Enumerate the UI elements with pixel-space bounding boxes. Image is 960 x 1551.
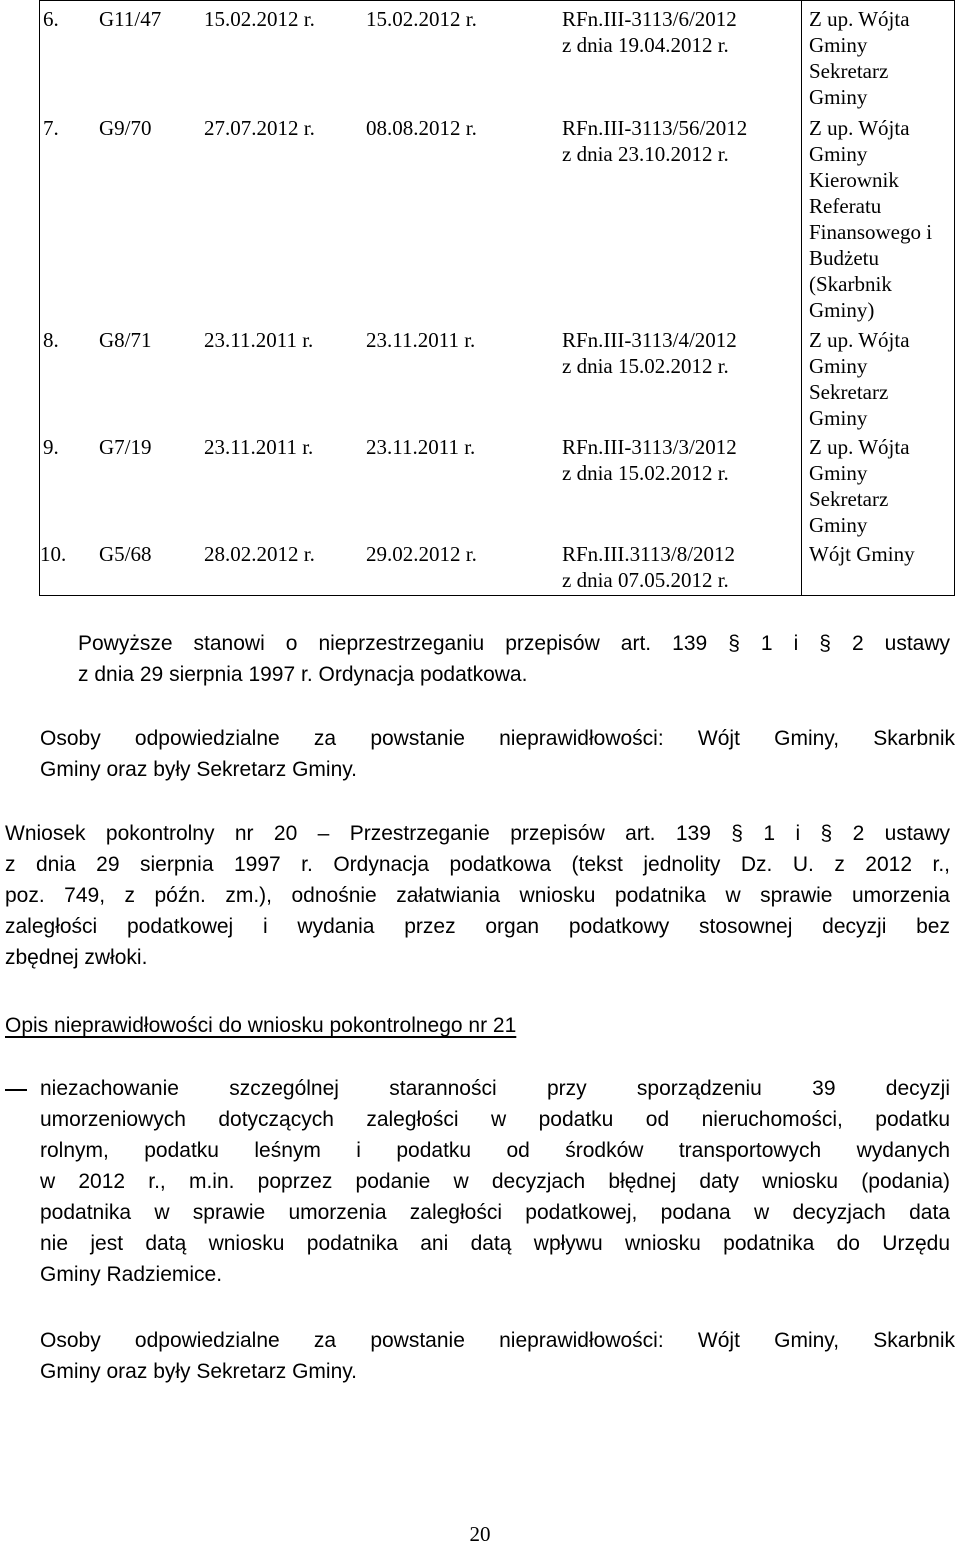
cell-reference: RFn.III-3113/4/2012 z dnia 15.02.2012 r. bbox=[562, 328, 737, 378]
text-line: Osoby odpowiedzialne za powstanie nieprawidłowości: Wójt Gminy, Skarbnik bbox=[40, 1329, 955, 1352]
text-line: Gminy Radziemice. bbox=[40, 1263, 223, 1286]
cell-signatory: Z up. Wójta Gminy Sekretarz Gminy bbox=[809, 328, 910, 430]
cell-date-2: 15.02.2012 r. bbox=[366, 7, 477, 31]
text-line: Wniosek pokontrolny nr 20 – Przestrzeganie przepisów art. 139 § 1 i § 2 ustawy bbox=[5, 822, 950, 845]
cell-reference: RFn.III-3113/56/2012 z dnia 23.10.2012 r. bbox=[562, 116, 748, 166]
cell-signatory: Wójt Gminy bbox=[809, 542, 915, 566]
cell-reference: RFn.III-3113/6/2012 z dnia 19.04.2012 r. bbox=[562, 7, 737, 57]
cell-date-2: 23.11.2011 r. bbox=[366, 435, 476, 459]
text-line: nie jest datą wniosku podatnika ani datą wpływu wniosku podatnika do Urzędu bbox=[40, 1232, 950, 1255]
text-line: z dnia 29 sierpnia 1997 r. Ordynacja podatkowa (tekst jednolity Dz. U. z 2012 r., bbox=[5, 853, 950, 876]
text-line: umorzeniowych dotyczących zaległości w podatku od nieruchomości, podatku bbox=[40, 1108, 950, 1131]
table-column-separator bbox=[801, 1, 802, 595]
cell-number: G7/19 bbox=[99, 435, 152, 459]
text-line: Gminy oraz były Sekretarz Gminy. bbox=[40, 758, 358, 781]
page-number: 20 bbox=[469, 1522, 491, 1546]
section-heading: Opis nieprawidłowości do wniosku pokontrolnego nr 21 bbox=[5, 1014, 517, 1037]
cell-date-2: 23.11.2011 r. bbox=[366, 328, 476, 352]
cell-date-1: 23.11.2011 r. bbox=[204, 328, 314, 352]
paragraph-responsible bbox=[40, 723, 955, 785]
text-line: z dnia 29 sierpnia 1997 r. Ordynacja podatkowa. bbox=[78, 663, 528, 686]
cell-lp: 10. bbox=[40, 542, 67, 566]
cell-number: G8/71 bbox=[99, 328, 152, 352]
bullet-paragraph bbox=[40, 1073, 950, 1290]
text-line: Powyższe stanowi o nieprzestrzeganiu przepisów art. 139 § 1 i § 2 ustawy bbox=[78, 632, 950, 655]
cell-signatory: Z up. Wójta Gminy Kierownik Referatu Finansowego i Budżetu (Skarbnik Gminy) bbox=[809, 116, 933, 322]
cell-reference: RFn.III-3113/3/2012 z dnia 15.02.2012 r. bbox=[562, 435, 737, 485]
paragraph-responsible-2 bbox=[40, 1325, 955, 1387]
paragraph-recommendation-20 bbox=[5, 818, 950, 973]
text-line: w 2012 r., m.in. poprzez podanie w decyzjach błędnej daty wniosku (podania) bbox=[40, 1170, 950, 1193]
cell-date-1: 27.07.2012 r. bbox=[204, 116, 315, 140]
cell-reference: RFn.III.3113/8/2012 z dnia 07.05.2012 r. bbox=[562, 542, 736, 592]
text-line: rolnym, podatku leśnym i podatku od środków transportowych wydanych bbox=[40, 1139, 950, 1162]
dash-bullet-icon bbox=[5, 1089, 27, 1091]
cell-date-1: 28.02.2012 r. bbox=[204, 542, 315, 566]
cell-lp: 6. bbox=[43, 7, 59, 31]
decisions-table bbox=[39, 0, 955, 596]
cell-lp: 7. bbox=[43, 116, 59, 140]
cell-number: G5/68 bbox=[99, 542, 152, 566]
text-line: niezachowanie szczególnej staranności przy sporządzeniu 39 decyzji bbox=[40, 1077, 950, 1100]
text-line: Gminy oraz były Sekretarz Gminy. bbox=[40, 1360, 358, 1383]
cell-date-1: 15.02.2012 r. bbox=[204, 7, 315, 31]
cell-lp: 9. bbox=[43, 435, 59, 459]
cell-date-2: 29.02.2012 r. bbox=[366, 542, 477, 566]
text-line: podatnika w sprawie umorzenia zaległości podatkowej, podana w decyzjach data bbox=[40, 1201, 950, 1224]
cell-signatory: Z up. Wójta Gminy Sekretarz Gminy bbox=[809, 7, 910, 109]
text-line: zbędnej zwłoki. bbox=[5, 946, 148, 969]
cell-number: G11/47 bbox=[99, 7, 162, 31]
text-line: zaległości podatkowej i wydania przez organ podatkowy stosownej decyzji bez bbox=[5, 915, 950, 938]
text-line: poz. 749, z późn. zm.), odnośnie załatwiania wniosku podatnika w sprawie umorzenia bbox=[5, 884, 950, 907]
cell-lp: 8. bbox=[43, 328, 59, 352]
paragraph-summary bbox=[78, 628, 950, 690]
cell-date-2: 08.08.2012 r. bbox=[366, 116, 477, 140]
text-line: Osoby odpowiedzialne za powstanie nieprawidłowości: Wójt Gminy, Skarbnik bbox=[40, 727, 955, 750]
cell-date-1: 23.11.2011 r. bbox=[204, 435, 314, 459]
cell-number: G9/70 bbox=[99, 116, 152, 140]
cell-signatory: Z up. Wójta Gminy Sekretarz Gminy bbox=[809, 435, 910, 537]
